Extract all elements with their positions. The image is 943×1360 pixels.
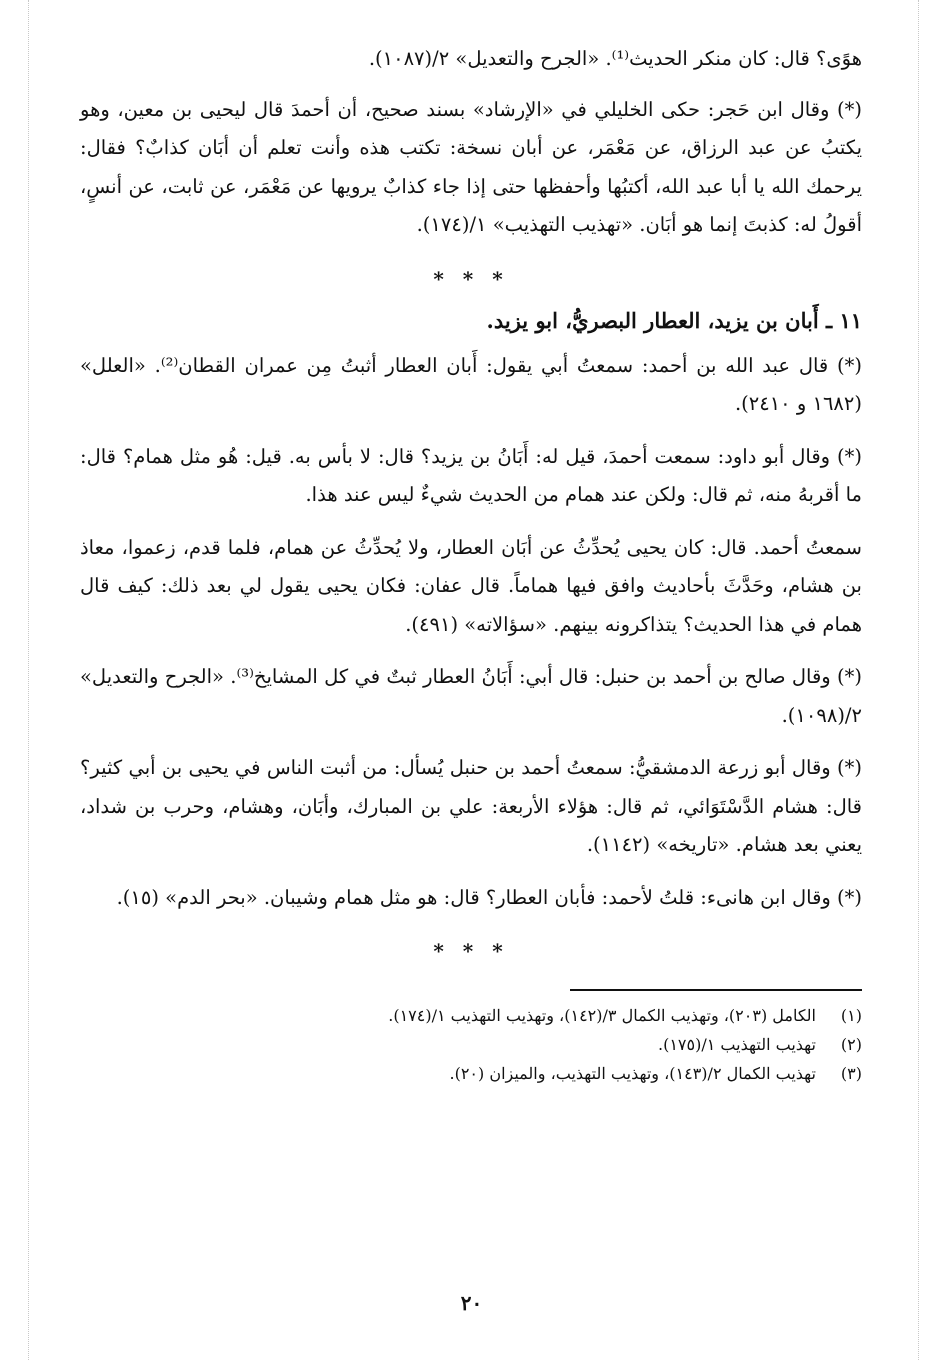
page-body (80, 40, 862, 1088)
footnote-text: تهذيب الكمال ٢/(١٤٣)، وتهذيب التهذيب، والميزان (٢٠). (449, 1064, 816, 1083)
section-separator: * * * (433, 939, 509, 963)
paragraph-main-2: (*) وقال أبو داود: سمعت أحمدَ، قيل له: أَبَانُ بن يزيد؟ قال: لا بأس به. قيل: هُو مثل همام؟ قال: ما أقربهُ منه، ثم قال: ولكن عند همام من الحديث شيءٌ ليس عند هذا. (80, 444, 862, 506)
footnote-text: تهذيب التهذيب ١/(١٧٥). (658, 1035, 816, 1054)
footnote-number: (٣) (840, 1064, 862, 1083)
paragraph-main-4: (*) وقال صالح بن أحمد بن حنبل: قال أبي: أَبَانُ العطار ثبتٌ في كل المشايخ⁽³⁾. «الجرح والتعديل» ٢/(١٠٩٨). (80, 665, 862, 727)
footnote-number: (١) (840, 1006, 862, 1025)
section-separator: * * * (433, 266, 509, 291)
footnote-item (80, 1059, 862, 1088)
footnote-item (80, 1030, 862, 1059)
scan-edge-left (28, 0, 29, 1360)
section-heading: ١١ ـ أَبان بن يزيد، العطار البصريُّ، ابو يزيد. (486, 307, 862, 333)
footnote-text: الكامل (٢٠٣)، وتهذيب الكمال ٣/(١٤٢)، وتهذيب التهذيب ١/(١٧٤). (388, 1006, 816, 1025)
paragraph-main-5: (*) وقال أبو زرعة الدمشقيُّ: سمعتُ أحمد بن حنبل يُسأل: من أثبت الناس في يحيى بن أبي كثير؟ قال: هشام الدَّسْتَوَائي، ثم قال: هؤلاء الأربعة: علي بن المبارك، وأبَان، وهشام، وحرب بن شداد، يعني بعد هشام. «تاريخه» (١١٤٢). (80, 756, 862, 856)
paragraph-main-6: (*) وقال ابن هانىء: قلتُ لأحمد: فأبان العطار؟ قال: هو مثل همام وشيبان. «بحر الدم» (١٥). (116, 885, 862, 909)
footnotes (80, 1001, 862, 1088)
paragraph-top-2: (*) وقال ابن حَجر: حكى الخليلي في «الإرشاد» بسند صحيح، أن أحمدَ قال ليحيى بن معين، وهو يكتبُ عن عبد الرزاق، عن مَعْمَر، عن أبان نسخة: تكتب هذه وأنت تعلم أن أبَان كذابٌ؟ فقال: يرحمك الله يا أبا عبد الله، أكتبُها وأحفظها حتى إذا جاء كذابٌ يرويها عن مَعْمَر، عن ثابت، عن أنسٍ، أقولُ له: كذبتَ إنما هو أبَان. «تهذيب التهذيب» ١/(١٧٤). (80, 97, 862, 236)
paragraph-main-3: سمعتُ أحمد. قال: كان يحيى يُحدِّثُ عن أبَان العطار، ولا يُحدِّثُ عن همام، فلما قدم، زعموا، معاذ بن هشام، وحَدَّثَ بأحاديث وافق فيها هماماً. قال عفان: فكان يحيى يقول لي بعد ذلك: كيف قال همام في هذا الحديث؟ يتذاكرونه بينهم. «سؤالاته» (٤٩١). (80, 535, 862, 636)
footnote-item (80, 1001, 862, 1030)
paragraph-main-1: (*) قال عبد الله بن أحمد: سمعتُ أبي يقول: أَبان العطار أثبتُ مِن عمران القطان⁽²⁾. «العلل» (١٦٨٢ و ٢٤١٠). (80, 353, 862, 415)
page-number: ٢٠ (460, 1291, 483, 1315)
footnote-rule (570, 989, 862, 991)
paragraph-top-1: هوًى؟ قال: كان منكر الحديث⁽¹⁾. «الجرح والتعديل» ٢/(١٠٨٧). (368, 47, 862, 70)
footnote-number: (٢) (840, 1035, 862, 1054)
scan-edge-right (918, 0, 919, 1360)
